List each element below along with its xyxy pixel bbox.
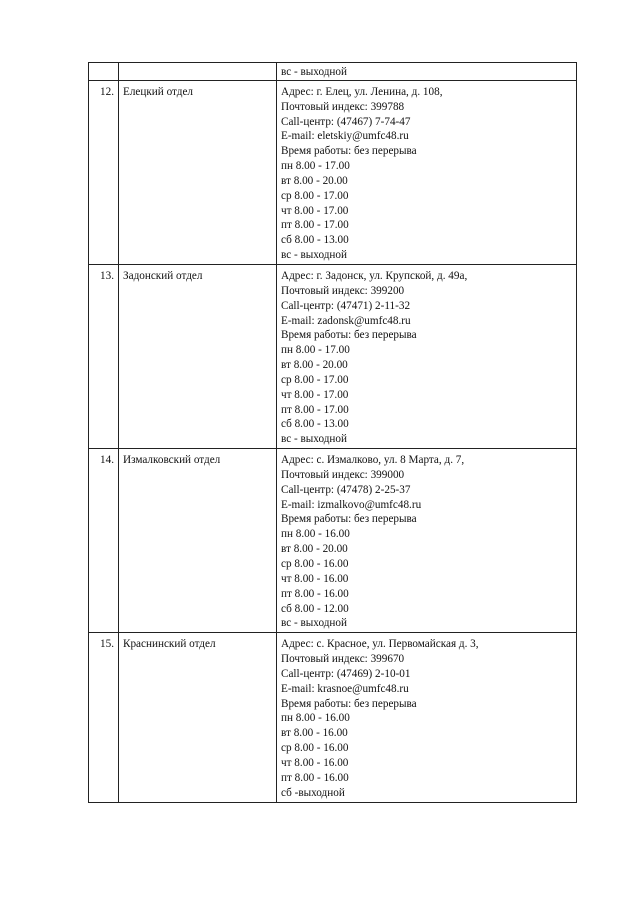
info-line: сб 8.00 - 12.00 [281, 602, 349, 615]
office-name: Краснинский отдел [119, 633, 277, 802]
info-line: Время работы: без перерыва [281, 145, 417, 158]
info-line: пн 8.00 - 16.00 [281, 712, 350, 725]
offices-table-body [89, 63, 577, 803]
info-line: E-mail: izmalkovo@umfc48.ru [281, 498, 422, 511]
info-line: вс - выходной [281, 66, 347, 78]
office-name: Елецкий отдел [119, 80, 277, 264]
office-info [277, 80, 577, 264]
continuation-name-cell [119, 63, 277, 81]
office-name: Задонский отдел [119, 264, 277, 448]
info-line: Почтовый индекс: 399670 [281, 653, 405, 666]
office-row [89, 449, 577, 633]
info-line: Call-центр: (47469) 2-10-01 [281, 667, 411, 680]
office-info [277, 633, 577, 802]
info-line: Call-центр: (47467) 7-74-47 [281, 115, 411, 128]
info-line: пт 8.00 - 17.00 [281, 403, 349, 416]
info-line: Время работы: без перерыва [281, 513, 417, 526]
info-line: Почтовый индекс: 399000 [281, 468, 405, 481]
info-line: вт 8.00 - 20.00 [281, 543, 348, 556]
info-line: вс - выходной [281, 249, 347, 262]
info-line: чт 8.00 - 17.00 [281, 388, 349, 401]
info-line: сб 8.00 - 13.00 [281, 234, 349, 247]
office-number: 15. [89, 633, 119, 802]
office-number: 13. [89, 264, 119, 448]
info-line: вт 8.00 - 20.00 [281, 359, 348, 372]
info-line: пн 8.00 - 17.00 [281, 160, 350, 173]
office-number: 12. [89, 80, 119, 264]
info-line: пт 8.00 - 16.00 [281, 587, 349, 600]
info-line: пт 8.00 - 17.00 [281, 219, 349, 232]
continuation-number-cell [89, 63, 119, 81]
office-name: Измалковский отдел [119, 449, 277, 633]
info-line: вс - выходной [281, 433, 347, 446]
info-line: Адрес: г. Елец, ул. Ленина, д. 108, [281, 85, 443, 98]
info-line: Адрес: с. Измалково, ул. 8 Марта, д. 7, [281, 454, 465, 467]
info-line: Почтовый индекс: 399200 [281, 284, 405, 297]
office-info [277, 264, 577, 448]
info-line: пт 8.00 - 16.00 [281, 771, 349, 784]
info-line: ср 8.00 - 17.00 [281, 373, 349, 386]
office-number: 14. [89, 449, 119, 633]
info-line: чт 8.00 - 17.00 [281, 204, 349, 217]
info-line: Время работы: без перерыва [281, 329, 417, 342]
info-line: Адрес: с. Красное, ул. Первомайская д. 3, [281, 638, 479, 651]
info-line: чт 8.00 - 16.00 [281, 756, 349, 769]
office-row [89, 633, 577, 802]
info-line: вт 8.00 - 20.00 [281, 174, 348, 187]
office-info [277, 449, 577, 633]
info-line: ср 8.00 - 16.00 [281, 558, 349, 570]
info-line: E-mail: zadonsk@umfc48.ru [281, 314, 411, 327]
info-line: вт 8.00 - 16.00 [281, 727, 348, 740]
office-row [89, 80, 577, 264]
info-line: Почтовый индекс: 399788 [281, 100, 405, 113]
info-line: сб 8.00 - 13.00 [281, 418, 349, 431]
info-line: пн 8.00 - 16.00 [281, 528, 350, 541]
info-line: сб -выходной [281, 786, 345, 799]
info-line: чт 8.00 - 16.00 [281, 572, 349, 585]
info-line: Время работы: без перерыва [281, 697, 417, 710]
info-line: Call-центр: (47478) 2-25-37 [281, 483, 411, 496]
info-line: пн 8.00 - 17.00 [281, 344, 350, 357]
info-line: E-mail: krasnoe@umfc48.ru [281, 682, 409, 695]
info-line: Адрес: г. Задонск, ул. Крупской, д. 49а, [281, 269, 468, 282]
info-line: Call-центр: (47471) 2-11-32 [281, 299, 411, 312]
continuation-info-cell [277, 63, 577, 81]
info-line: ср 8.00 - 16.00 [281, 742, 349, 755]
office-row [89, 264, 577, 448]
info-line: вс - выходной [281, 617, 347, 630]
info-line: E-mail: eletskiy@umfc48.ru [281, 130, 409, 143]
offices-table [88, 62, 577, 803]
info-line: ср 8.00 - 17.00 [281, 189, 349, 202]
continuation-row [89, 63, 577, 81]
